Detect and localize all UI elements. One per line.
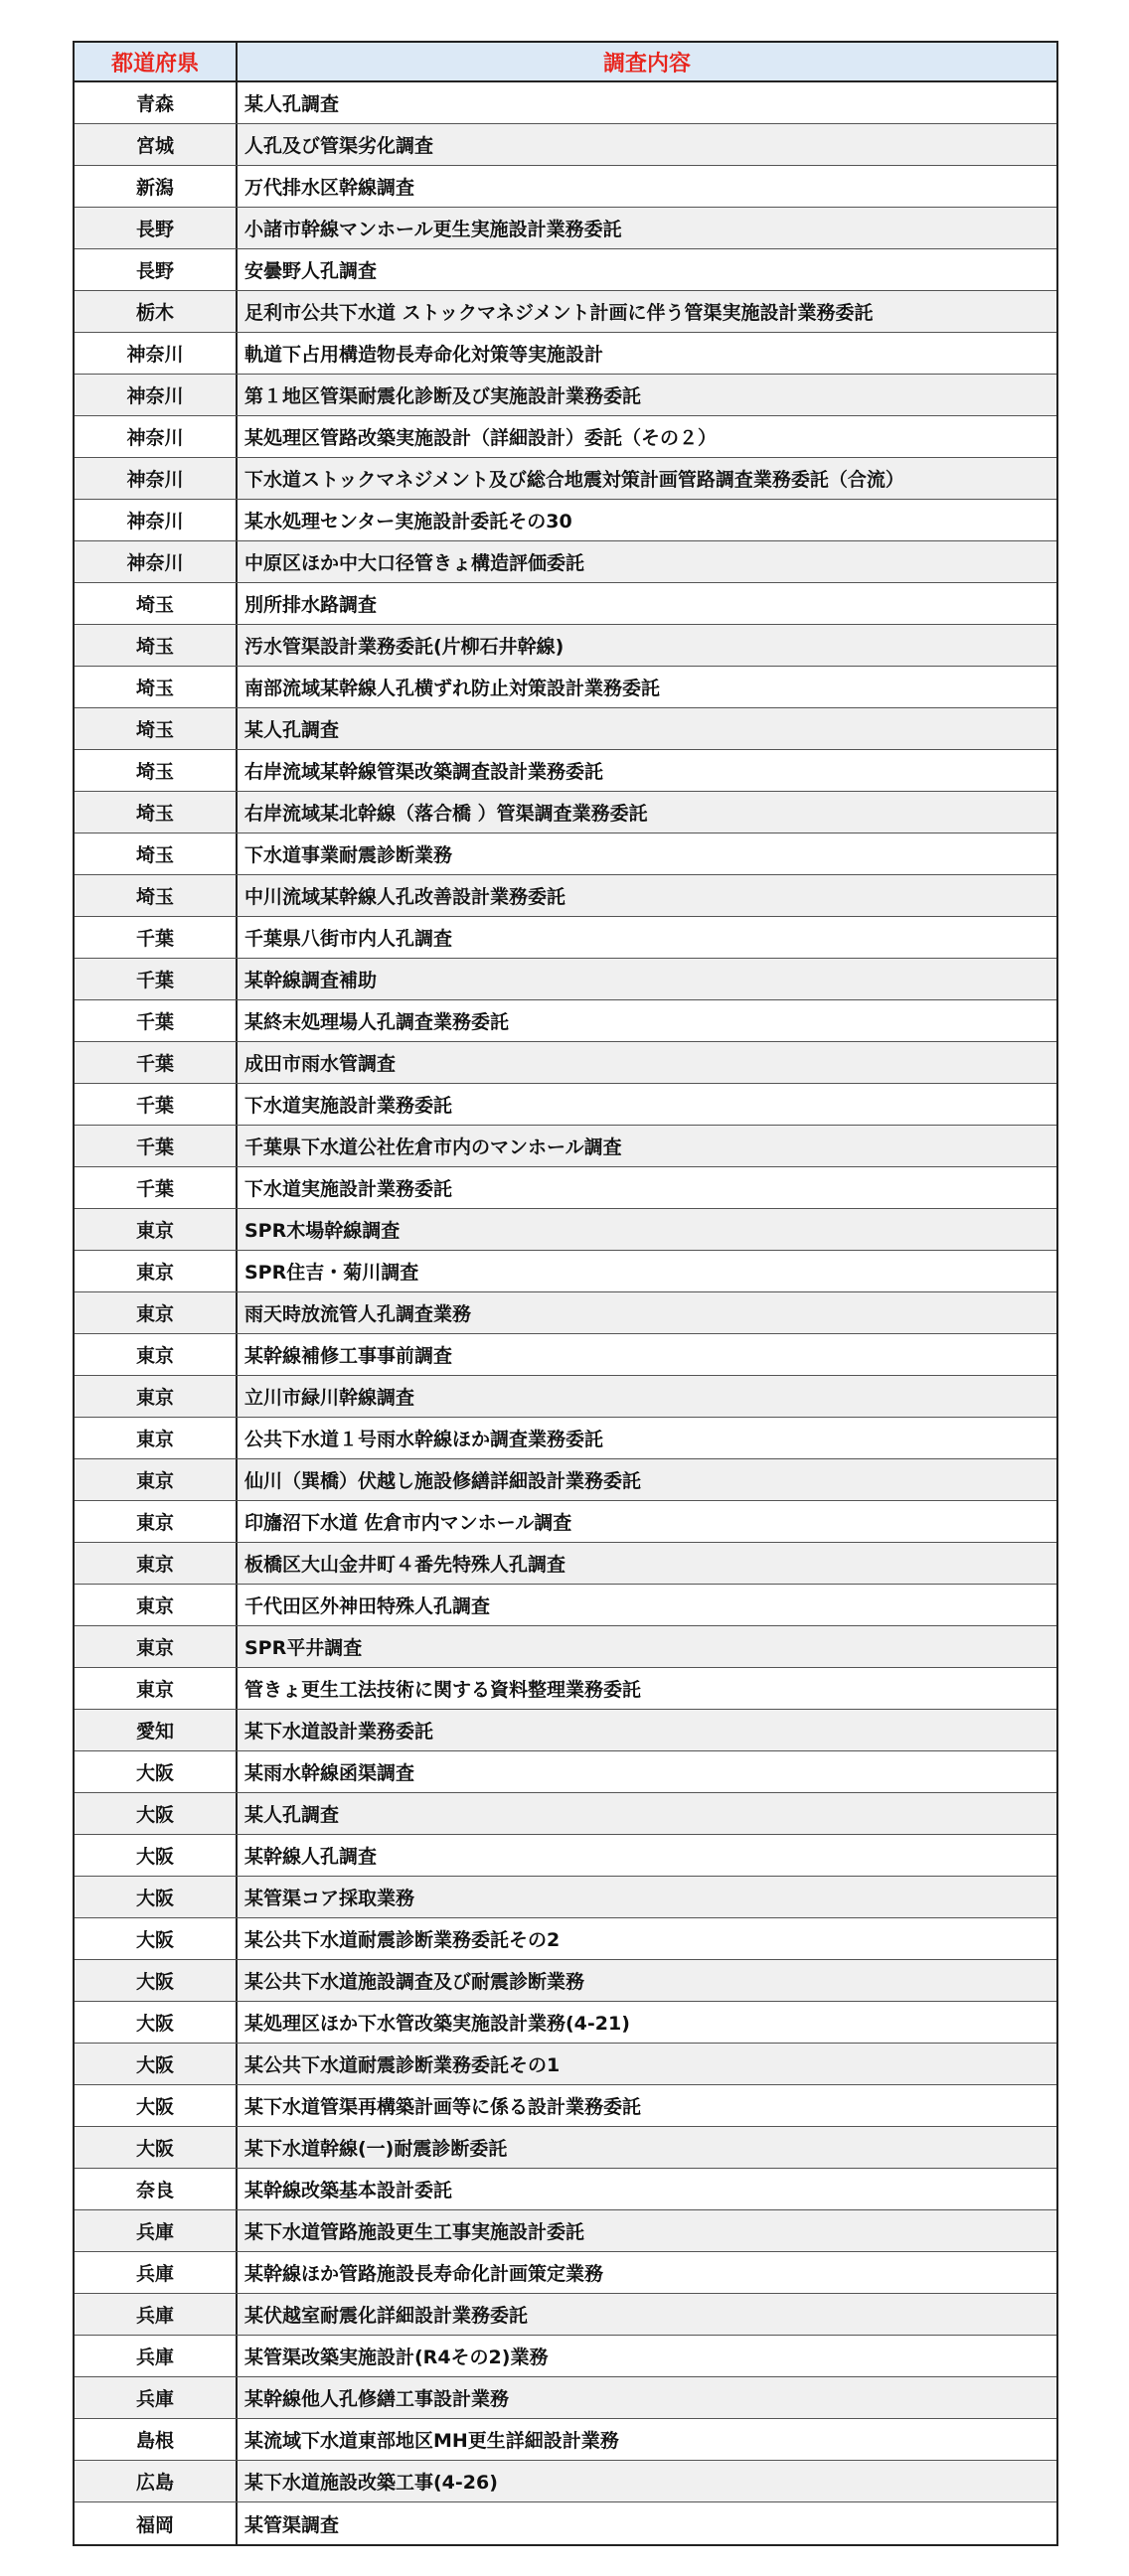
table-row <box>75 1126 1056 1167</box>
prefecture-cell: 東京 <box>75 1626 238 1667</box>
prefecture-cell: 東京 <box>75 1209 238 1250</box>
content-cell: 某処理区管路改築実施設計（詳細設計）委託（その２） <box>244 427 718 449</box>
content-cell: 某幹線調査補助 <box>244 970 378 991</box>
prefecture-cell: 東京 <box>75 1376 238 1417</box>
prefecture-cell: 埼玉 <box>75 708 238 749</box>
prefecture-cell: 神奈川 <box>75 333 238 374</box>
prefecture-cell: 神奈川 <box>75 458 238 499</box>
content-cell: 右岸流域某北幹線（落合橋 ）管渠調査業務委託 <box>244 803 648 825</box>
content-cell: 某公共下水道施設調査及び耐震診断業務 <box>244 1971 585 1993</box>
table-row <box>75 2419 1056 2461</box>
content-cell: 某下水道設計業務委託 <box>244 1721 434 1743</box>
prefecture-cell: 東京 <box>75 1418 238 1458</box>
survey-table <box>73 41 1058 2546</box>
content-cell: 某管渠コア採取業務 <box>244 1888 415 1909</box>
content-cell: 某公共下水道耐震診断業務委託その1 <box>244 2054 561 2076</box>
prefecture-cell: 千葉 <box>75 1126 238 1166</box>
table-row <box>75 2169 1056 2210</box>
prefecture-cell: 神奈川 <box>75 375 238 415</box>
table-row <box>75 1626 1056 1668</box>
table-row <box>75 792 1056 833</box>
content-cell: 某人孔調査 <box>244 93 340 115</box>
content-cell: 某終末処理場人孔調査業務委託 <box>244 1011 510 1033</box>
table-row <box>75 1376 1056 1418</box>
content-cell: 千葉県下水道公社佐倉市内のマンホール調査 <box>244 1136 622 1158</box>
prefecture-cell: 千葉 <box>75 1042 238 1083</box>
content-cell: 雨天時放流管人孔調査業務 <box>244 1303 472 1325</box>
content-cell: 某人孔調査 <box>244 1804 340 1826</box>
prefecture-cell: 宮城 <box>75 124 238 165</box>
content-cell: SPR住吉・菊川調査 <box>244 1262 419 1284</box>
content-cell: 某公共下水道耐震診断業務委託その2 <box>244 1929 561 1951</box>
prefecture-cell: 東京 <box>75 1543 238 1584</box>
prefecture-cell: 福岡 <box>75 2502 238 2544</box>
prefecture-cell: 大阪 <box>75 2127 238 2168</box>
content-cell: 某流域下水道東部地区MH更生詳細設計業務 <box>244 2430 619 2452</box>
header-content: 調査内容 <box>602 51 691 76</box>
content-cell: 某下水道幹線(一)耐震診断委託 <box>244 2138 508 2160</box>
content-cell: 某下水道施設改築工事(4-26) <box>244 2472 498 2494</box>
prefecture-cell: 神奈川 <box>75 500 238 540</box>
table-row <box>75 458 1056 500</box>
prefecture-cell: 埼玉 <box>75 583 238 624</box>
prefecture-cell: 奈良 <box>75 2169 238 2209</box>
content-cell: 成田市雨水管調査 <box>244 1053 397 1075</box>
prefecture-cell: 埼玉 <box>75 792 238 833</box>
prefecture-cell: 東京 <box>75 1334 238 1375</box>
content-cell: 千代田区外神田特殊人孔調査 <box>244 1595 491 1617</box>
prefecture-cell: 埼玉 <box>75 875 238 916</box>
table-row <box>75 959 1056 1000</box>
table-body <box>75 82 1056 2544</box>
prefecture-cell: 広島 <box>75 2461 238 2501</box>
prefecture-cell: 愛知 <box>75 1710 238 1750</box>
content-cell: 某人孔調査 <box>244 719 340 741</box>
table-row <box>75 1042 1056 1084</box>
prefecture-cell: 神奈川 <box>75 416 238 457</box>
prefecture-cell: 千葉 <box>75 1167 238 1208</box>
content-cell: 公共下水道１号雨水幹線ほか調査業務委託 <box>244 1429 604 1450</box>
table-row <box>75 1877 1056 1918</box>
prefecture-cell: 千葉 <box>75 959 238 999</box>
table-row <box>75 2502 1056 2544</box>
prefecture-cell: 兵庫 <box>75 2336 238 2376</box>
content-cell: 某管渠改築実施設計(R4その2)業務 <box>244 2347 549 2368</box>
content-cell: SPR平井調査 <box>244 1637 363 1659</box>
content-cell: 足利市公共下水道 ストックマネジメント計画に伴う管渠実施設計業務委託 <box>244 302 874 324</box>
table-row <box>75 1668 1056 1710</box>
table-row <box>75 541 1056 583</box>
content-cell: 某幹線ほか管路施設長寿命化計画策定業務 <box>244 2263 604 2285</box>
content-cell: 万代排水区幹線調査 <box>244 177 415 199</box>
prefecture-cell: 大阪 <box>75 1793 238 1834</box>
table-row <box>75 1501 1056 1543</box>
table-row <box>75 2294 1056 2336</box>
content-cell: 安曇野人孔調査 <box>244 260 378 282</box>
table-row <box>75 1459 1056 1501</box>
content-cell: 中原区ほか中大口径管きょ構造評価委託 <box>244 552 585 574</box>
content-cell: 下水道事業耐震診断業務 <box>244 844 453 866</box>
prefecture-cell: 大阪 <box>75 1877 238 1917</box>
table-row <box>75 2210 1056 2252</box>
prefecture-cell: 長野 <box>75 249 238 290</box>
prefecture-cell: 千葉 <box>75 1084 238 1125</box>
content-cell: 人孔及び管渠劣化調査 <box>244 135 434 157</box>
content-cell: 管きょ更生工法技術に関する資料整理業務委託 <box>244 1679 642 1701</box>
content-cell: 別所排水路調査 <box>244 594 378 616</box>
content-cell: 小諸市幹線マンホール更生実施設計業務委託 <box>244 219 622 240</box>
content-cell: 下水道実施設計業務委託 <box>244 1178 453 1200</box>
content-cell: SPR木場幹線調査 <box>244 1220 401 1242</box>
prefecture-cell: 東京 <box>75 1501 238 1542</box>
prefecture-cell: 埼玉 <box>75 833 238 874</box>
table-row <box>75 625 1056 667</box>
table-row <box>75 124 1056 166</box>
content-cell: 第１地区管渠耐震化診断及び実施設計業務委託 <box>244 385 642 407</box>
content-cell: 汚水管渠設計業務委託(片柳石井幹線) <box>244 636 564 658</box>
prefecture-cell: 大阪 <box>75 2002 238 2043</box>
table-row <box>75 708 1056 750</box>
table-row <box>75 1167 1056 1209</box>
table-row <box>75 2336 1056 2377</box>
table-row <box>75 208 1056 249</box>
prefecture-cell: 島根 <box>75 2419 238 2460</box>
content-cell: 某水処理センター実施設計委託その30 <box>244 511 572 532</box>
prefecture-cell: 大阪 <box>75 2085 238 2126</box>
table-row <box>75 875 1056 917</box>
table-row <box>75 2002 1056 2044</box>
content-cell: 立川市緑川幹線調査 <box>244 1387 415 1409</box>
table-row <box>75 1334 1056 1376</box>
header-prefecture: 都道府県 <box>75 43 238 80</box>
table-row <box>75 1251 1056 1292</box>
prefecture-cell: 兵庫 <box>75 2252 238 2293</box>
prefecture-cell: 大阪 <box>75 1835 238 1876</box>
table-row <box>75 375 1056 416</box>
content-cell: 右岸流域某幹線管渠改築調査設計業務委託 <box>244 761 604 783</box>
table-row <box>75 82 1056 124</box>
content-cell: 某雨水幹線函渠調査 <box>244 1762 415 1784</box>
content-cell: 軌道下占用構造物長寿命化対策等実施設計 <box>244 344 604 366</box>
table-row <box>75 1710 1056 1751</box>
table-row <box>75 2085 1056 2127</box>
table-row <box>75 917 1056 959</box>
prefecture-cell: 大阪 <box>75 1918 238 1959</box>
table-row <box>75 1751 1056 1793</box>
table-row <box>75 583 1056 625</box>
prefecture-cell: 埼玉 <box>75 667 238 707</box>
content-cell: 某幹線改築基本設計委託 <box>244 2180 453 2201</box>
table-row <box>75 166 1056 208</box>
content-cell: 印旛沼下水道 佐倉市内マンホール調査 <box>244 1512 572 1534</box>
prefecture-cell: 神奈川 <box>75 541 238 582</box>
content-cell: 中川流域某幹線人孔改善設計業務委託 <box>244 886 566 908</box>
prefecture-cell: 兵庫 <box>75 2210 238 2251</box>
table-row <box>75 750 1056 792</box>
table-row <box>75 2127 1056 2169</box>
prefecture-cell: 青森 <box>75 82 238 123</box>
table-row <box>75 1793 1056 1835</box>
table-row <box>75 333 1056 375</box>
content-cell: 千葉県八街市内人孔調査 <box>244 928 453 950</box>
prefecture-cell: 千葉 <box>75 1000 238 1041</box>
content-cell: 某下水道管路施設更生工事実施設計委託 <box>244 2221 585 2243</box>
table-row <box>75 1292 1056 1334</box>
prefecture-cell: 東京 <box>75 1668 238 1709</box>
prefecture-cell: 新潟 <box>75 166 238 207</box>
table-row <box>75 291 1056 333</box>
table-row <box>75 500 1056 541</box>
content-cell: 板橋区大山金井町４番先特殊人孔調査 <box>244 1554 566 1576</box>
prefecture-cell: 兵庫 <box>75 2377 238 2418</box>
table-row <box>75 2044 1056 2085</box>
prefecture-cell: 東京 <box>75 1459 238 1500</box>
table-row <box>75 416 1056 458</box>
content-cell: 仙川（巽橋）伏越し施設修繕詳細設計業務委託 <box>244 1470 642 1492</box>
prefecture-cell: 東京 <box>75 1585 238 1625</box>
prefecture-cell: 東京 <box>75 1292 238 1333</box>
table-row <box>75 2252 1056 2294</box>
content-cell: 下水道実施設計業務委託 <box>244 1095 453 1117</box>
prefecture-cell: 大阪 <box>75 1751 238 1792</box>
table-row <box>75 1585 1056 1626</box>
table-row <box>75 1084 1056 1126</box>
table-row <box>75 1418 1056 1459</box>
table-row <box>75 1960 1056 2002</box>
content-cell: 某幹線他人孔修繕工事設計業務 <box>244 2388 510 2410</box>
prefecture-cell: 埼玉 <box>75 625 238 666</box>
table-row <box>75 2377 1056 2419</box>
table-header <box>75 43 1056 82</box>
table-row <box>75 1835 1056 1877</box>
table-row <box>75 249 1056 291</box>
table-row <box>75 1000 1056 1042</box>
prefecture-cell: 東京 <box>75 1251 238 1291</box>
content-cell: 某処理区ほか下水管改築実施設計業務(4-21) <box>244 2013 630 2035</box>
table-row <box>75 1209 1056 1251</box>
content-cell: 某管渠調査 <box>244 2513 340 2536</box>
content-cell: 某伏越室耐震化詳細設計業務委託 <box>244 2305 529 2327</box>
prefecture-cell: 栃木 <box>75 291 238 332</box>
prefecture-cell: 兵庫 <box>75 2294 238 2335</box>
content-cell: 某幹線人孔調査 <box>244 1846 378 1868</box>
table-row <box>75 1918 1056 1960</box>
content-cell: 南部流域某幹線人孔横ずれ防止対策設計業務委託 <box>244 678 661 699</box>
table-row <box>75 1543 1056 1585</box>
prefecture-cell: 大阪 <box>75 1960 238 2001</box>
content-cell: 下水道ストックマネジメント及び総合地震対策計画管路調査業務委託（合流） <box>244 469 904 491</box>
prefecture-cell: 千葉 <box>75 917 238 958</box>
table-row <box>75 833 1056 875</box>
prefecture-cell: 大阪 <box>75 2044 238 2084</box>
content-cell: 某幹線補修工事事前調査 <box>244 1345 453 1367</box>
table-row <box>75 2461 1056 2502</box>
prefecture-cell: 埼玉 <box>75 750 238 791</box>
prefecture-cell: 長野 <box>75 208 238 248</box>
content-cell: 某下水道管渠再構築計画等に係る設計業務委託 <box>244 2096 642 2118</box>
table-row <box>75 667 1056 708</box>
